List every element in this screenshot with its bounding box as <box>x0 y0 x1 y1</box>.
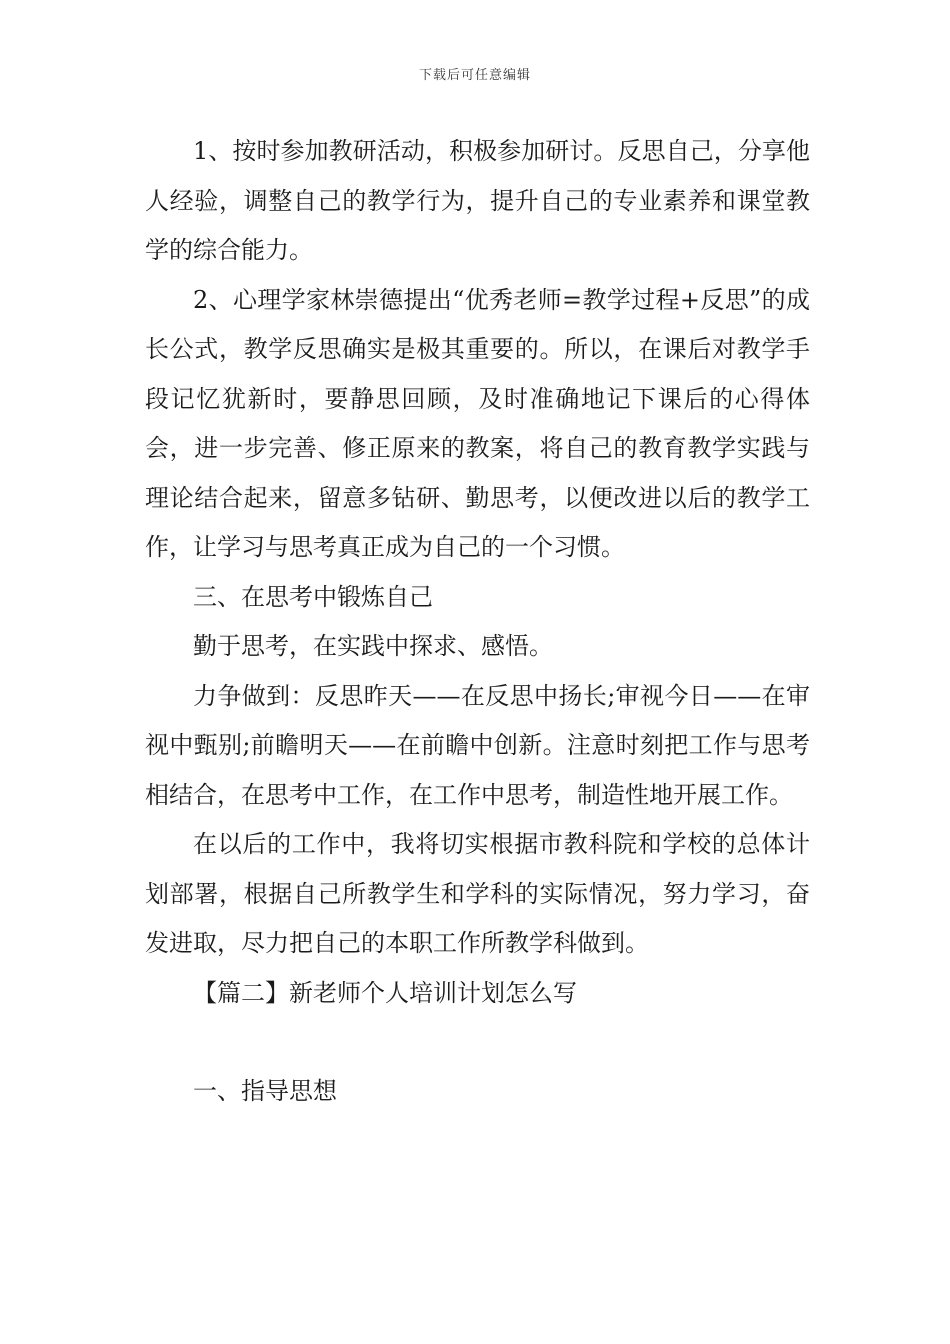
paragraph-future-work: 在以后的工作中，我将切实根据市教科院和学校的总体计划部署，根据自己所教学生和学科的实际情况，努力学习，奋发进取，尽力把自己的本职工作所教学科做到。 <box>145 830 810 957</box>
paragraph-item-1: 1、按时参加教研活动，积极参加研讨。反思自己，分享他人经验，调整自己的教学行为，提升自己的专业素养和课堂教学的综合能力。 <box>145 137 810 264</box>
section-title-part-two: 【篇二】新老师个人培训计划怎么写 <box>193 978 577 1007</box>
document-body <box>145 127 810 1117</box>
paragraph-diligent-thinking: 勤于思考，在实践中探求、感悟。 <box>193 632 553 660</box>
paragraph-strive: 力争做到：反思昨天——在反思中扬长;审视今日——在审视中甄别;前瞻明天——在前瞻中创新。注意时刻把工作与思考相结合，在思考中工作，在工作中思考，制造性地开展工作。 <box>145 681 810 809</box>
section-heading-guiding-thought: 一、指导思想 <box>193 1077 337 1105</box>
paragraph-item-2: 2、心理学家林崇德提出“优秀老师=教学过程+反思”的成长公式，教学反思确实是极其重要的。所以，在课后对教学手段记忆犹新时，要静思回顾，及时准确地记下课后的心得体会，进一步完善、修正原来的教案，将自己的教育教学实践与理论结合起来，留意多钻研、勤思考，以便改进以后的教学工作，让学习与思考真正成为自己的一个习惯。 <box>145 285 810 561</box>
section-heading-3: 三、在思考中锻炼自己 <box>193 582 433 611</box>
page-header-note: 下载后可任意编辑 <box>418 68 531 83</box>
